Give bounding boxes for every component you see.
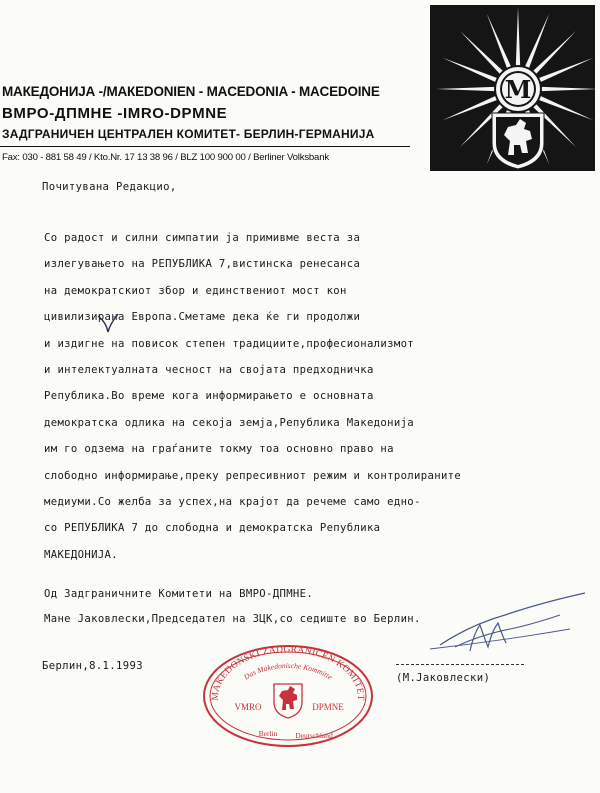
closing-committees: Од Задграничните Комитети на ВМРО-ДПМНЕ. [44, 588, 314, 600]
signature-icon [410, 585, 590, 665]
stamp-bottom-left: Berlin [258, 729, 278, 738]
body-line: цивилизирана Европа.Сметаме дека ќе ги продолжи [44, 311, 361, 324]
stamp-bottom-right: Deutschland [295, 731, 333, 740]
body-line: медиуми.Со желба за успех,на крајот да речеме само едно- [44, 495, 421, 508]
body-line: со РЕПУБЛИКА 7 до слободна и демократска Република [44, 522, 381, 535]
stamp-sub-text: Das Makedonische Kommitte [242, 660, 334, 682]
body-line: демократска одлика на секоја земја,Република Македонија [44, 416, 415, 429]
stamp-left-text: VMRO [234, 702, 262, 712]
body-line: и издигне на повисок степен традициите,професионализмот [44, 337, 415, 350]
letter-body [44, 231, 461, 574]
logo-letter: M [504, 75, 532, 104]
committee-stamp [200, 640, 376, 748]
letterhead-divider [0, 146, 410, 147]
letterhead-countries: МАКЕДОНИЈА -/МАКЕDONIEN - MACEDONIA - MACEDOINE [2, 84, 380, 99]
stamp-top-text: MAKEDONSKI ZADGRANIČEN KOMITET [210, 644, 366, 701]
handwritten-signature [410, 585, 590, 665]
sun-emblem-logo [430, 5, 595, 171]
body-line: им го одзема на граѓаните токму тоа основно право на [44, 443, 394, 456]
body-line: и интелектуалната чесност на својата предходничка [44, 363, 374, 376]
body-line: Со радост и силни симпатии ја примивме веста за [44, 232, 361, 244]
body-line: излегувањето на РЕПУБЛИКА 7,вистинска ренесанса [44, 258, 361, 271]
body-line: МАКЕДОНИЈА. [44, 548, 119, 561]
signature-rule [396, 664, 524, 665]
signer-name: (М.Јаковлески) [396, 672, 491, 684]
body-line: Република.Во време кога информирањето е основната [44, 390, 374, 403]
body-line: на демократскиот збор и единствениот мост кон [44, 284, 347, 297]
stamp-right-text: DPMNE [312, 702, 344, 712]
closing-president: Мане Јаковлески,Председател на ЗЦК,со седиште во Берлин. [44, 613, 421, 625]
svg-text:Das Makedonische Kommitte [241, 661, 334, 682]
letterhead-bank-info: Fax: 030 - 881 58 49 / Kto.Nr. 17 13 38 96 / BLZ 100 900 00 / Berliner Volksbank [2, 152, 329, 163]
place-date: Берлин,8.1.1993 [42, 660, 143, 672]
sun-shield-icon [430, 5, 595, 171]
stamp-seal-icon [200, 640, 376, 748]
salutation: Почитувана Редакцио, [42, 181, 177, 193]
letterhead-party: ВМРО-ДПМНЕ -IMRO-DPMNE [2, 105, 228, 122]
pen-mark-icon [96, 312, 120, 334]
letterhead-committee: ЗАДГРАНИЧЕН ЦЕНТРАЛЕН КОМИТЕТ- БЕРЛИН-ГЕРМАНИЈА [2, 127, 375, 141]
body-line: слободно информирање,преку репресивниот режим и контролираните [44, 469, 462, 482]
